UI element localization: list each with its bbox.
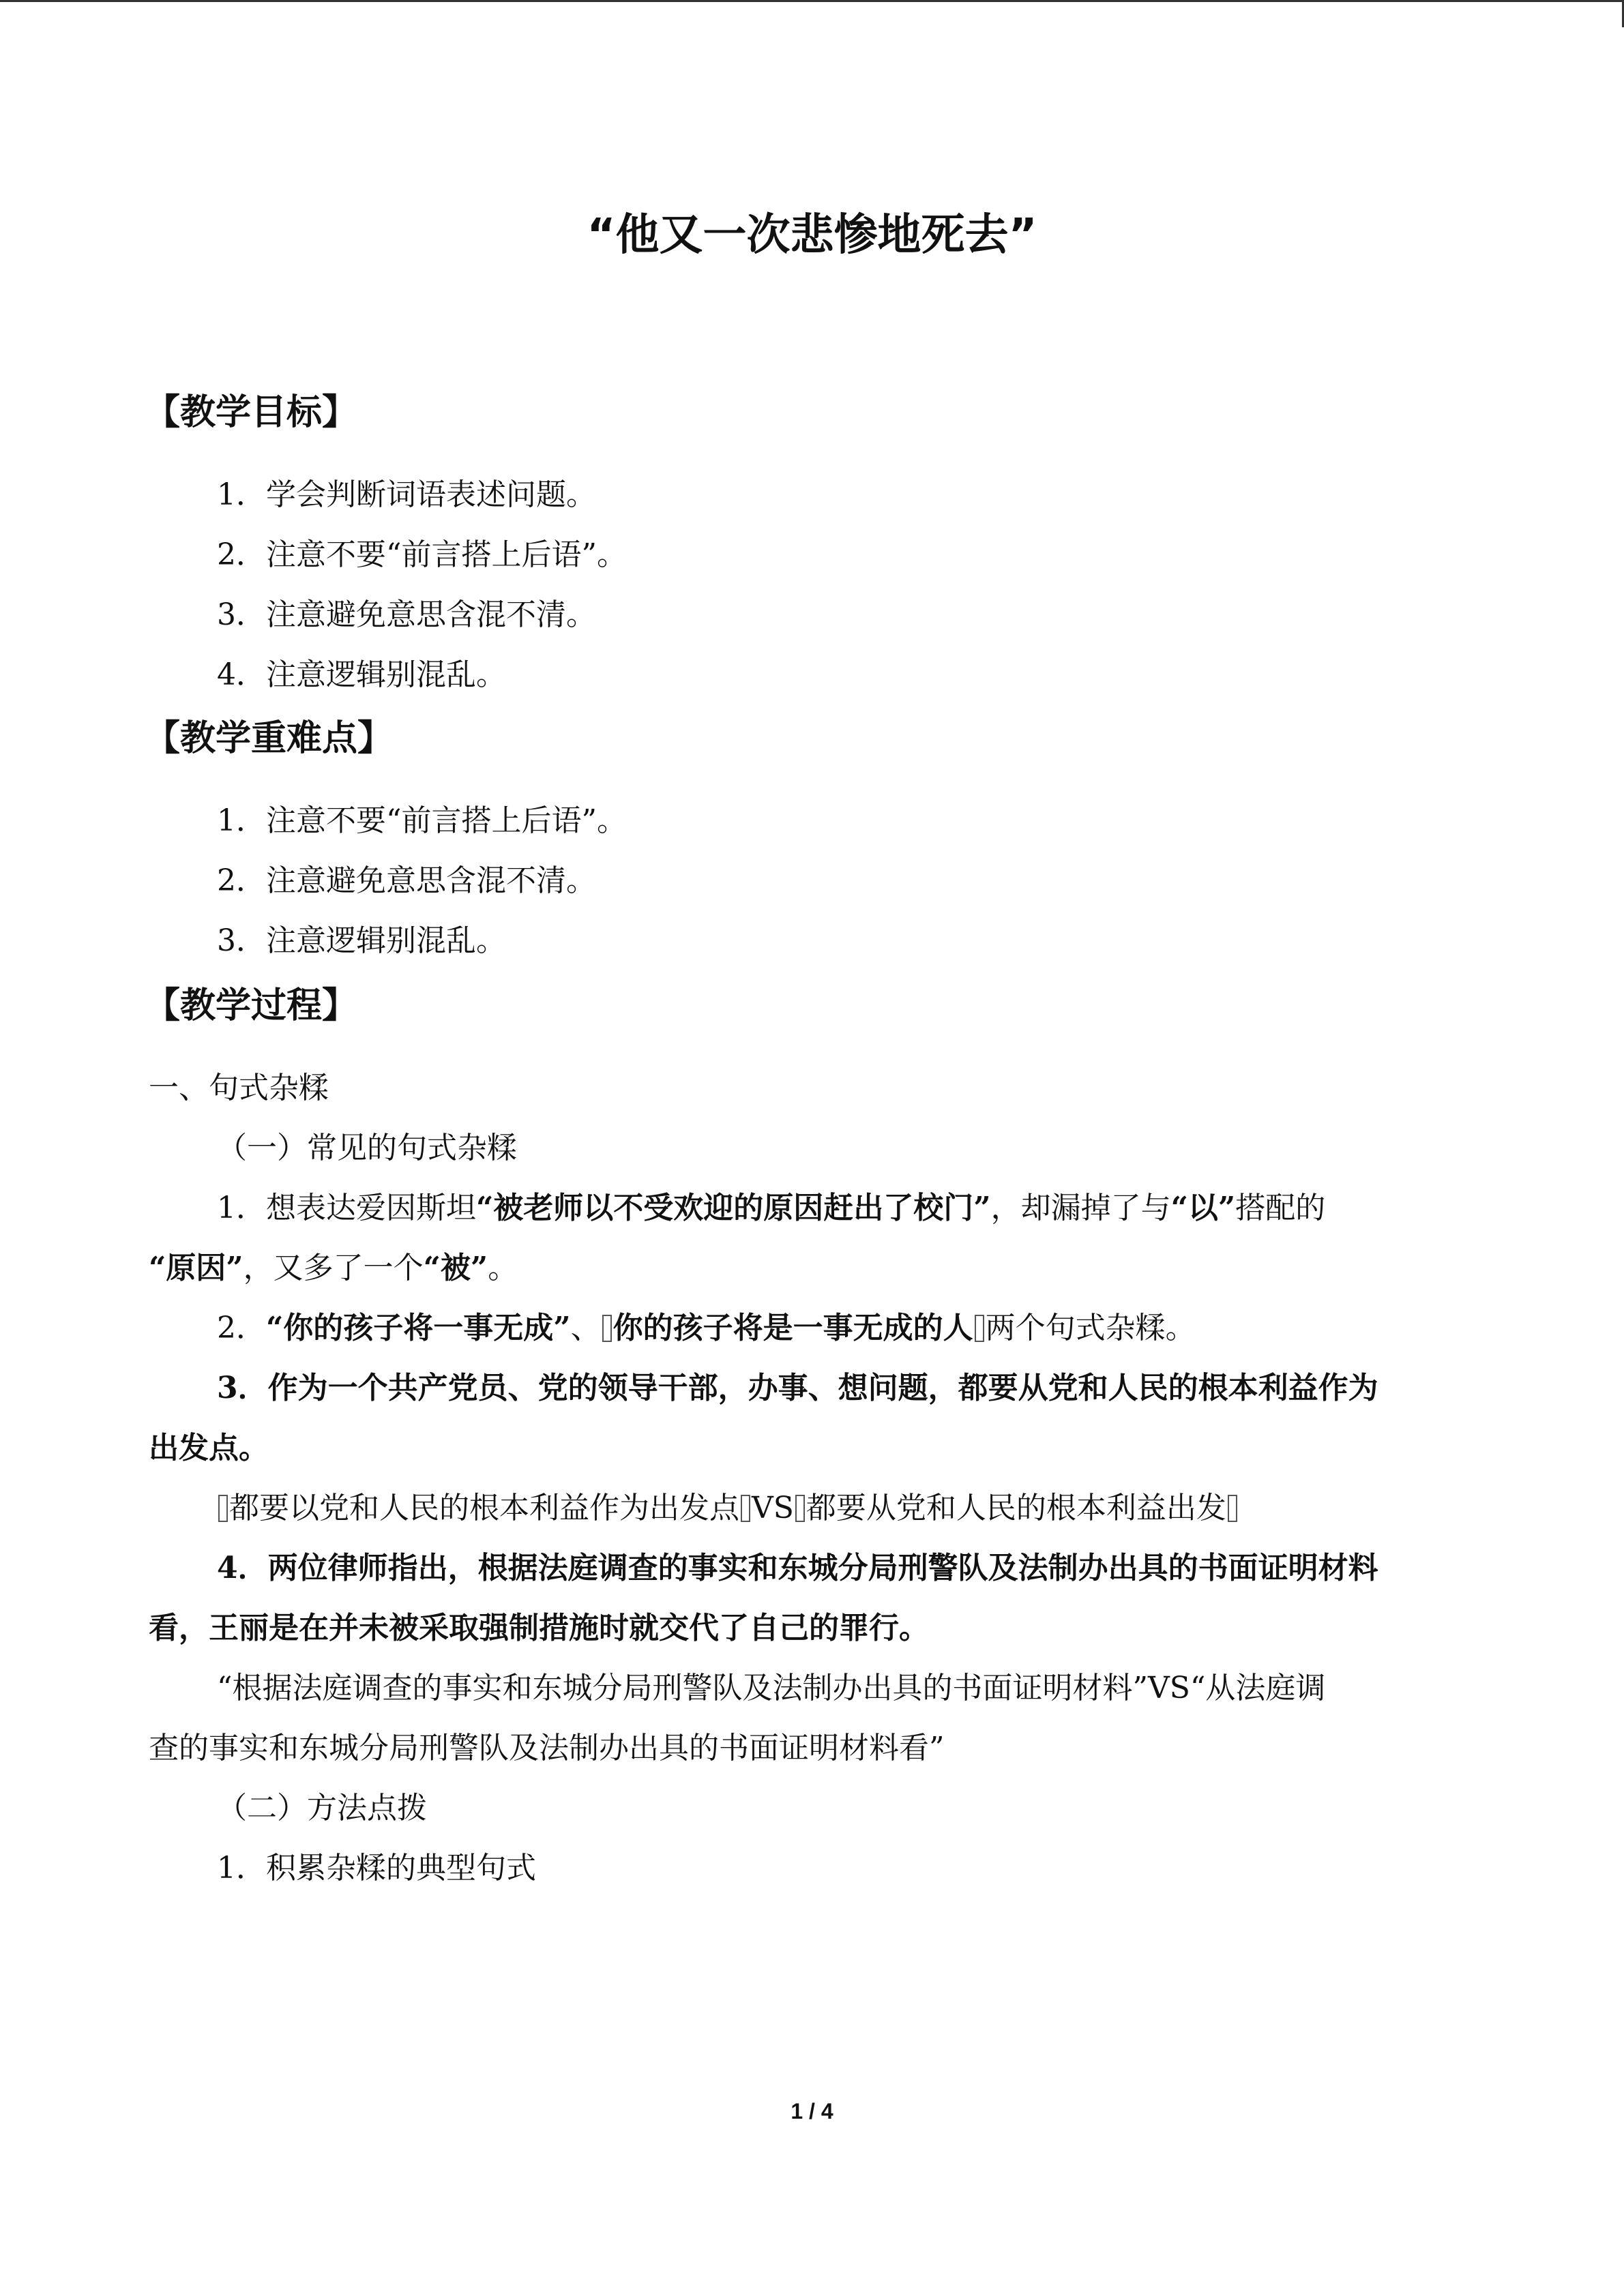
ex1-line2-bold: “原因”	[149, 1251, 243, 1285]
example-4-compare-line-2: 查的事实和东城分局刑警队及法制办出具的书面证明材料看”	[149, 1731, 945, 1765]
goal-item-3: 3．注意避免意思含混不清。	[217, 597, 596, 632]
example-3-line-2: 出发点。	[149, 1431, 269, 1465]
ex1-num: 1．想表达爱因斯坦	[217, 1191, 476, 1225]
ex3-vs: VS	[752, 1491, 794, 1525]
example-3-compare	[217, 1488, 1239, 1529]
missing-glyph-box	[741, 1495, 750, 1522]
ex3-compare-b: 都要从党和人民的根本利益出发	[806, 1491, 1226, 1525]
ex2-bold-1: “你的孩子将一事无成”	[266, 1311, 571, 1345]
key-points-heading: 【教学重难点】	[145, 718, 394, 759]
ex1-line2-bold-2: “被”	[423, 1251, 488, 1285]
method-item-1: 1．积累杂糅的典型句式	[217, 1851, 536, 1885]
ex2-bold-2: 你的孩子将是一事无成的人	[612, 1311, 973, 1345]
missing-glyph-box	[975, 1315, 984, 1342]
sub2-title: （二）方法点拨	[217, 1791, 427, 1825]
ex1-line2-mid: ，又多了一个	[243, 1251, 424, 1285]
ex1-end: 搭配的	[1235, 1191, 1326, 1225]
process-heading: 【教学过程】	[145, 985, 358, 1026]
ex1-mid: ，却漏掉了与	[990, 1191, 1171, 1225]
ex2-end: 两个句式杂糅。	[985, 1311, 1196, 1345]
example-2	[217, 1308, 1196, 1349]
ex2-mid: 、	[570, 1311, 601, 1345]
missing-glyph-box	[795, 1495, 805, 1522]
key-point-item-2: 2．注意避免意思含混不清。	[217, 863, 596, 898]
ex1-bold-1: “被老师以不受欢迎的原因赶出了校门”	[476, 1191, 991, 1225]
example-3-line-1: 3．作为一个共产党员、党的领导干部，办事、想问题，都要从党和人民的根本利益作为	[217, 1371, 1378, 1405]
ex2-num: 2．	[217, 1311, 266, 1345]
goal-item-4: 4．注意逻辑别混乱。	[217, 657, 506, 692]
page-number: 1 / 4	[791, 2099, 833, 2123]
goals-heading: 【教学目标】	[145, 392, 358, 433]
missing-glyph-box	[602, 1315, 612, 1342]
sub1-title: （一）常见的句式杂糅	[217, 1131, 517, 1165]
ex1-bold-2: “以”	[1170, 1191, 1236, 1225]
key-point-item-3: 3．注意逻辑别混乱。	[217, 923, 506, 958]
example-4-line-1: 4．两位律师指出，根据法庭调查的事实和东城分局刑警队及法制办出具的书面证明材料	[217, 1551, 1378, 1585]
part1-title: 一、句式杂糅	[149, 1071, 329, 1105]
example-1-line-2	[149, 1248, 518, 1289]
goal-item-2: 2．注意不要“前言搭上后语”。	[217, 537, 627, 572]
example-4-compare-line-1: “根据法庭调查的事实和东城分局刑警队及法制办出具的书面证明材料”VS“从法庭调	[217, 1671, 1326, 1705]
example-1-line-1	[217, 1188, 1325, 1229]
document-title: “他又一次悲惨地死去”	[587, 210, 1037, 260]
goal-item-1: 1．学会判断词语表述问题。	[217, 477, 596, 512]
example-4-line-2: 看，王丽是在并未被采取强制措施时就交代了自己的罪行。	[149, 1611, 929, 1645]
key-point-item-1: 1．注意不要“前言搭上后语”。	[217, 803, 627, 838]
page-top-border	[0, 0, 1624, 2]
ex1-line2-end: 。	[488, 1251, 518, 1285]
ex3-compare-a: 都要以党和人民的根本利益作为出发点	[229, 1491, 739, 1525]
missing-glyph-box	[218, 1495, 228, 1522]
missing-glyph-box	[1228, 1495, 1237, 1522]
